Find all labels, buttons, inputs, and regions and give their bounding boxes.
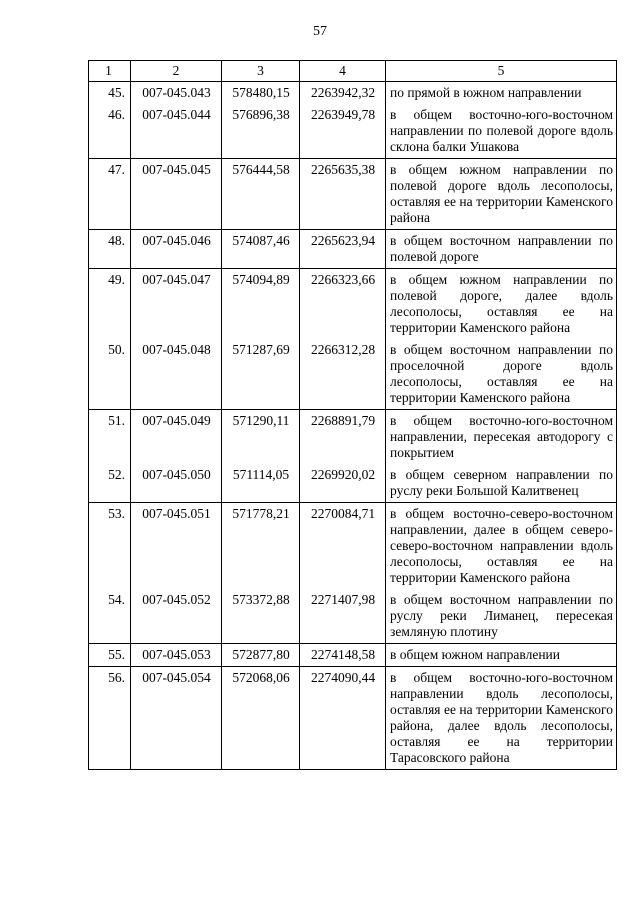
coordinate-y: 2269920,02 (300, 464, 386, 503)
coordinate-y: 2266312,28 (300, 339, 386, 410)
table-row (89, 464, 617, 503)
point-code: 007-045.046 (131, 230, 222, 269)
table-row (89, 230, 617, 269)
coordinate-y: 2268891,79 (300, 410, 386, 465)
row-number: 46. (89, 104, 131, 159)
point-code: 007-045.049 (131, 410, 222, 465)
point-code: 007-045.044 (131, 104, 222, 159)
row-number: 54. (89, 589, 131, 644)
table-row (89, 82, 617, 105)
point-code: 007-045.053 (131, 644, 222, 667)
coordinate-x: 571290,11 (222, 410, 300, 465)
row-number: 53. (89, 503, 131, 590)
route-description: в общем восточно-юго-восточном направлении по полевой дороге вдоль склона балки Ушакова (386, 104, 617, 159)
column-header-4: 4 (300, 61, 386, 82)
coordinates-table (88, 60, 617, 770)
coordinate-y: 2266323,66 (300, 269, 386, 340)
route-description: в общем восточном направлении по полевой дороге (386, 230, 617, 269)
coordinate-x: 571114,05 (222, 464, 300, 503)
route-description: в общем южном направлении (386, 644, 617, 667)
coordinate-x: 576896,38 (222, 104, 300, 159)
table-row (89, 644, 617, 667)
coordinate-x: 574087,46 (222, 230, 300, 269)
coordinate-y: 2265623,94 (300, 230, 386, 269)
route-description: в общем восточном направлении по руслу реки Лиманец, пересекая земляную плотину (386, 589, 617, 644)
table-row (89, 503, 617, 590)
route-description: в общем северном направлении по руслу реки Большой Калитвенец (386, 464, 617, 503)
coordinate-x: 574094,89 (222, 269, 300, 340)
coordinate-x: 578480,15 (222, 82, 300, 105)
route-description: в общем восточно-юго-восточном направлении, пересекая автодорогу с покрытием (386, 410, 617, 465)
row-number: 52. (89, 464, 131, 503)
table-row (89, 667, 617, 770)
row-number: 55. (89, 644, 131, 667)
route-description: в общем южном направлении по полевой дороге вдоль лесополосы, оставляя ее на территории Каменского района (386, 159, 617, 230)
point-code: 007-045.043 (131, 82, 222, 105)
table-row (89, 410, 617, 465)
table-row (89, 589, 617, 644)
coordinate-y: 2274148,58 (300, 644, 386, 667)
table-row (89, 159, 617, 230)
coordinate-y: 2271407,98 (300, 589, 386, 644)
page-number: 57 (313, 24, 327, 39)
column-header-3: 3 (222, 61, 300, 82)
coordinate-y: 2270084,71 (300, 503, 386, 590)
coordinate-x: 572877,80 (222, 644, 300, 667)
row-number: 45. (89, 82, 131, 105)
point-code: 007-045.048 (131, 339, 222, 410)
coordinate-y: 2263942,32 (300, 82, 386, 105)
row-number: 50. (89, 339, 131, 410)
coordinate-x: 572068,06 (222, 667, 300, 770)
row-number: 56. (89, 667, 131, 770)
point-code: 007-045.050 (131, 464, 222, 503)
route-description: в общем южном направлении по полевой дороге, далее вдоль лесополосы, оставляя ее на территории Каменского района (386, 269, 617, 340)
point-code: 007-045.054 (131, 667, 222, 770)
coordinate-x: 571287,69 (222, 339, 300, 410)
coordinate-x: 576444,58 (222, 159, 300, 230)
table-header-row (89, 61, 617, 82)
column-header-2: 2 (131, 61, 222, 82)
point-code: 007-045.045 (131, 159, 222, 230)
coordinate-y: 2265635,38 (300, 159, 386, 230)
table-row (89, 339, 617, 410)
coordinate-y: 2274090,44 (300, 667, 386, 770)
row-number: 49. (89, 269, 131, 340)
route-description: по прямой в южном направлении (386, 82, 617, 105)
route-description: в общем восточно-северо-восточном направлении, далее в общем северо-северо-восточном направлении вдоль лесополосы, оставляя ее на территории Каменского района (386, 503, 617, 590)
coordinate-x: 573372,88 (222, 589, 300, 644)
point-code: 007-045.047 (131, 269, 222, 340)
route-description: в общем восточно-юго-восточном направлении вдоль лесополосы, оставляя ее на территории Каменского района, далее вдоль лесополосы, оставляя ее на территории Тарасовского района (386, 667, 617, 770)
column-header-1: 1 (89, 61, 131, 82)
row-number: 51. (89, 410, 131, 465)
point-code: 007-045.052 (131, 589, 222, 644)
coordinate-x: 571778,21 (222, 503, 300, 590)
column-header-5: 5 (386, 61, 617, 82)
table-row (89, 104, 617, 159)
point-code: 007-045.051 (131, 503, 222, 590)
coordinate-y: 2263949,78 (300, 104, 386, 159)
row-number: 48. (89, 230, 131, 269)
table-row (89, 269, 617, 340)
row-number: 47. (89, 159, 131, 230)
route-description: в общем восточном направлении по проселочной дороге вдоль лесополосы, оставляя ее на территории Каменского района (386, 339, 617, 410)
